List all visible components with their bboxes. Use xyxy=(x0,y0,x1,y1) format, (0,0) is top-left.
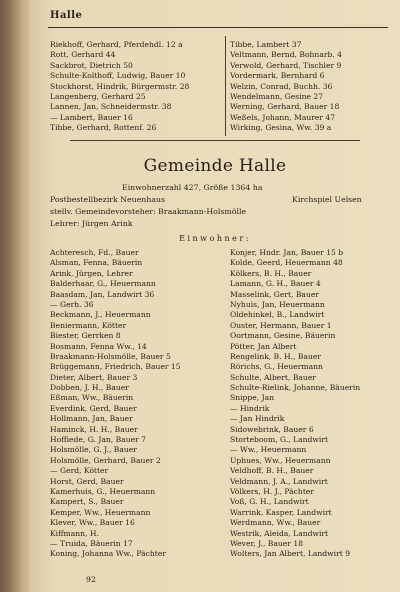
residents-heading: Einwohner: xyxy=(179,234,251,243)
resident-entry: Haminck, H. H., Bauer xyxy=(50,424,138,434)
resident-entry: Dieter, Albert, Bauer 3 xyxy=(50,372,138,382)
parish-line: Kirchspiel Uelsen xyxy=(292,195,362,204)
resident-entry: Ouster, Hermann, Bauer 1 xyxy=(230,320,332,330)
page-number: 92 xyxy=(86,575,96,584)
section-rule xyxy=(70,140,360,141)
header-rule xyxy=(48,27,388,28)
resident-entry: Kampert, S., Bauer xyxy=(50,497,124,507)
resident-entry: Brüggemann, Friedrich, Bauer 15 xyxy=(50,362,181,372)
resident-entry: Alsman, Fenna, Bäuerin xyxy=(50,258,143,268)
resident-entry: Sidowebrink, Bauer 6 xyxy=(230,424,314,434)
post-office-line: Postbestellbezirk Neuenhaus xyxy=(50,195,166,204)
resident-entry: Holsmölle, Gerhard, Bauer 2 xyxy=(50,455,161,465)
residents-left-column xyxy=(50,248,222,560)
directory-entry: Wirking, Gesina, Ww. 39 a xyxy=(230,123,332,133)
resident-entry: Everdink, Gerd, Bauer xyxy=(50,403,137,413)
resident-entry: Masselink, Gert, Bauer xyxy=(230,289,319,299)
resident-entry: Nyhuis, Jan, Heuermann xyxy=(230,299,325,309)
resident-entry: Pötter, Jan Albert xyxy=(230,341,297,351)
resident-entry: Uphues, Ww., Heuermann xyxy=(230,455,331,465)
resident-entry: Schulte-Rielink, Johanne, Bäuerin xyxy=(230,383,361,393)
directory-entry: Stockhorst, Hindrik, Bürgermstr. 28 xyxy=(50,81,190,91)
resident-entry: Kemper, Ww., Heuermann xyxy=(50,507,151,517)
top-left-column xyxy=(50,40,222,134)
resident-entry: — Ww., Heuermann xyxy=(230,445,307,455)
top-right-column xyxy=(230,40,390,134)
resident-entry: Baasdam, Jan, Landwirt 36 xyxy=(50,289,155,299)
resident-entry: Horst, Gerd, Bauer xyxy=(50,476,124,486)
directory-entry: Welzin, Conrad, Buchh. 36 xyxy=(230,81,333,91)
resident-entry: Braakmann-Holsmölle, Bauer 5 xyxy=(50,351,171,361)
directory-entry: Langenberg, Gerhard 25 xyxy=(50,91,146,101)
resident-entry: Snippe, Jan xyxy=(230,393,275,403)
resident-entry: Kölkers, B. H., Bauer xyxy=(230,268,312,278)
directory-entry: Werning, Gerhard, Bauer 18 xyxy=(230,102,340,112)
resident-entry: Rengelink, B. H., Bauer xyxy=(230,351,322,361)
resident-entry: Beniermann, Kötter xyxy=(50,320,127,330)
resident-entry: Veldmann, J. A., Landwirt xyxy=(230,476,328,486)
resident-entry: Lamann, G. H., Bauer 4 xyxy=(230,279,321,289)
directory-entry: Rott, Gerhard 44 xyxy=(50,50,116,60)
resident-entry: Eßman, Ww., Bäuerin xyxy=(50,393,134,403)
resident-entry: — Jan Hindrik xyxy=(230,414,285,424)
resident-entry: Kiffmann, H. xyxy=(50,528,99,538)
resident-entry: Holsmölle, G. J., Bauer xyxy=(50,445,137,455)
directory-entry: Wendelmann, Gesine 27 xyxy=(230,91,324,101)
directory-entry: Sackbrot, Dietrich 50 xyxy=(50,60,133,70)
resident-entry: Dobben, J. H., Bauer xyxy=(50,383,129,393)
resident-entry: Storteboom, G., Landwirt xyxy=(230,435,329,445)
directory-entry: Tibbe, Gerhard, Rottenf. 26 xyxy=(50,123,157,133)
resident-entry: Kolde, Geerd, Heuermann 48 xyxy=(230,258,343,268)
resident-entry: — Truida, Bäuerin 17 xyxy=(50,538,133,548)
directory-entry: Lannen, Jan, Schneidermstr. 38 xyxy=(50,102,172,112)
resident-entry: Warrink, Kasper, Landwirt xyxy=(230,507,332,517)
residents-right-column xyxy=(230,248,395,560)
resident-entry: Wolters, Jan Albert, Landwirt 9 xyxy=(230,549,351,559)
resident-entry: Voß, G. H., Landwirt xyxy=(230,497,309,507)
resident-entry: Arink, Jürgen, Lehrer xyxy=(50,268,133,278)
directory-entry: Riekhoff, Gerhard, Pferdehdl. 12 a xyxy=(50,40,183,49)
resident-entry: — Hindrik xyxy=(230,403,270,413)
resident-entry: Klever, Ww., Bauer 16 xyxy=(50,518,135,528)
directory-entry: — Lambert, Bauer 16 xyxy=(50,112,133,122)
resident-entry: Konjer, Hndr. Jan, Bauer 15 b xyxy=(230,248,344,257)
column-divider xyxy=(225,36,226,136)
resident-entry: Oldehinkel, B., Landwirt xyxy=(230,310,325,320)
resident-entry: Oortmann, Gesine, Bäuerin xyxy=(230,331,336,341)
directory-entry: Veltmann, Bernd, Bohnarb. 4 xyxy=(230,50,342,60)
resident-entry: Koning, Johanna Ww., Pächter xyxy=(50,549,166,559)
directory-entry: Tibbe, Lambert 37 xyxy=(230,40,302,49)
book-page xyxy=(30,0,400,592)
resident-entry: Veldhoff, B. H., Bauer xyxy=(230,466,314,476)
resident-entry: Hollmann, Jan, Bauer xyxy=(50,414,133,424)
resident-entry: Kamerhuis, G., Heuermann xyxy=(50,486,156,496)
teacher-line: Lehrer: Jürgen Arink xyxy=(50,219,133,228)
directory-entry: Schulte-Kolthoff, Ludwig, Bauer 10 xyxy=(50,71,186,81)
resident-entry: Bosmann, Fenna Ww., 14 xyxy=(50,341,147,351)
resident-entry: Biester, Gerrken 8 xyxy=(50,331,121,341)
resident-entry: Völkers, H. J., Pächter xyxy=(230,486,314,496)
deputy-head-line: stellv. Gemeindevorsteher: Braakmann-Holsmölle xyxy=(50,207,247,216)
resident-entry: Schulte, Albert, Bauer xyxy=(230,372,316,382)
resident-entry: — Gerh. 36 xyxy=(50,299,94,309)
directory-entry: Verwold, Gerhard, Tischler 9 xyxy=(230,60,342,70)
population-line: Einwohnerzahl 427, Größe 1364 ha xyxy=(122,183,263,192)
resident-entry: Wever, J., Bauer 18 xyxy=(230,538,303,548)
running-header: Halle xyxy=(50,10,83,21)
directory-entry: Vordermark, Bernhard 6 xyxy=(230,71,325,81)
resident-entry: Westrik, Aleida, Landwirt xyxy=(230,528,329,538)
municipality-title: Gemeinde Halle xyxy=(143,156,287,176)
resident-entry: Beckmann, J., Heuermann xyxy=(50,310,151,320)
resident-entry: Rörichs, G., Heuermann xyxy=(230,362,323,372)
resident-entry: — Gerd, Kötter xyxy=(50,466,109,476)
resident-entry: Werdmann, Ww., Bauer xyxy=(230,518,321,528)
resident-entry: Hoffiede, G. Jan, Bauer 7 xyxy=(50,435,146,445)
directory-entry: Weßels, Johann, Maurer 47 xyxy=(230,112,336,122)
book-binding xyxy=(0,0,30,592)
resident-entry: Achteresch, Fd., Bauer xyxy=(50,248,139,257)
resident-entry: Balderhaar, G., Heuermann xyxy=(50,279,156,289)
